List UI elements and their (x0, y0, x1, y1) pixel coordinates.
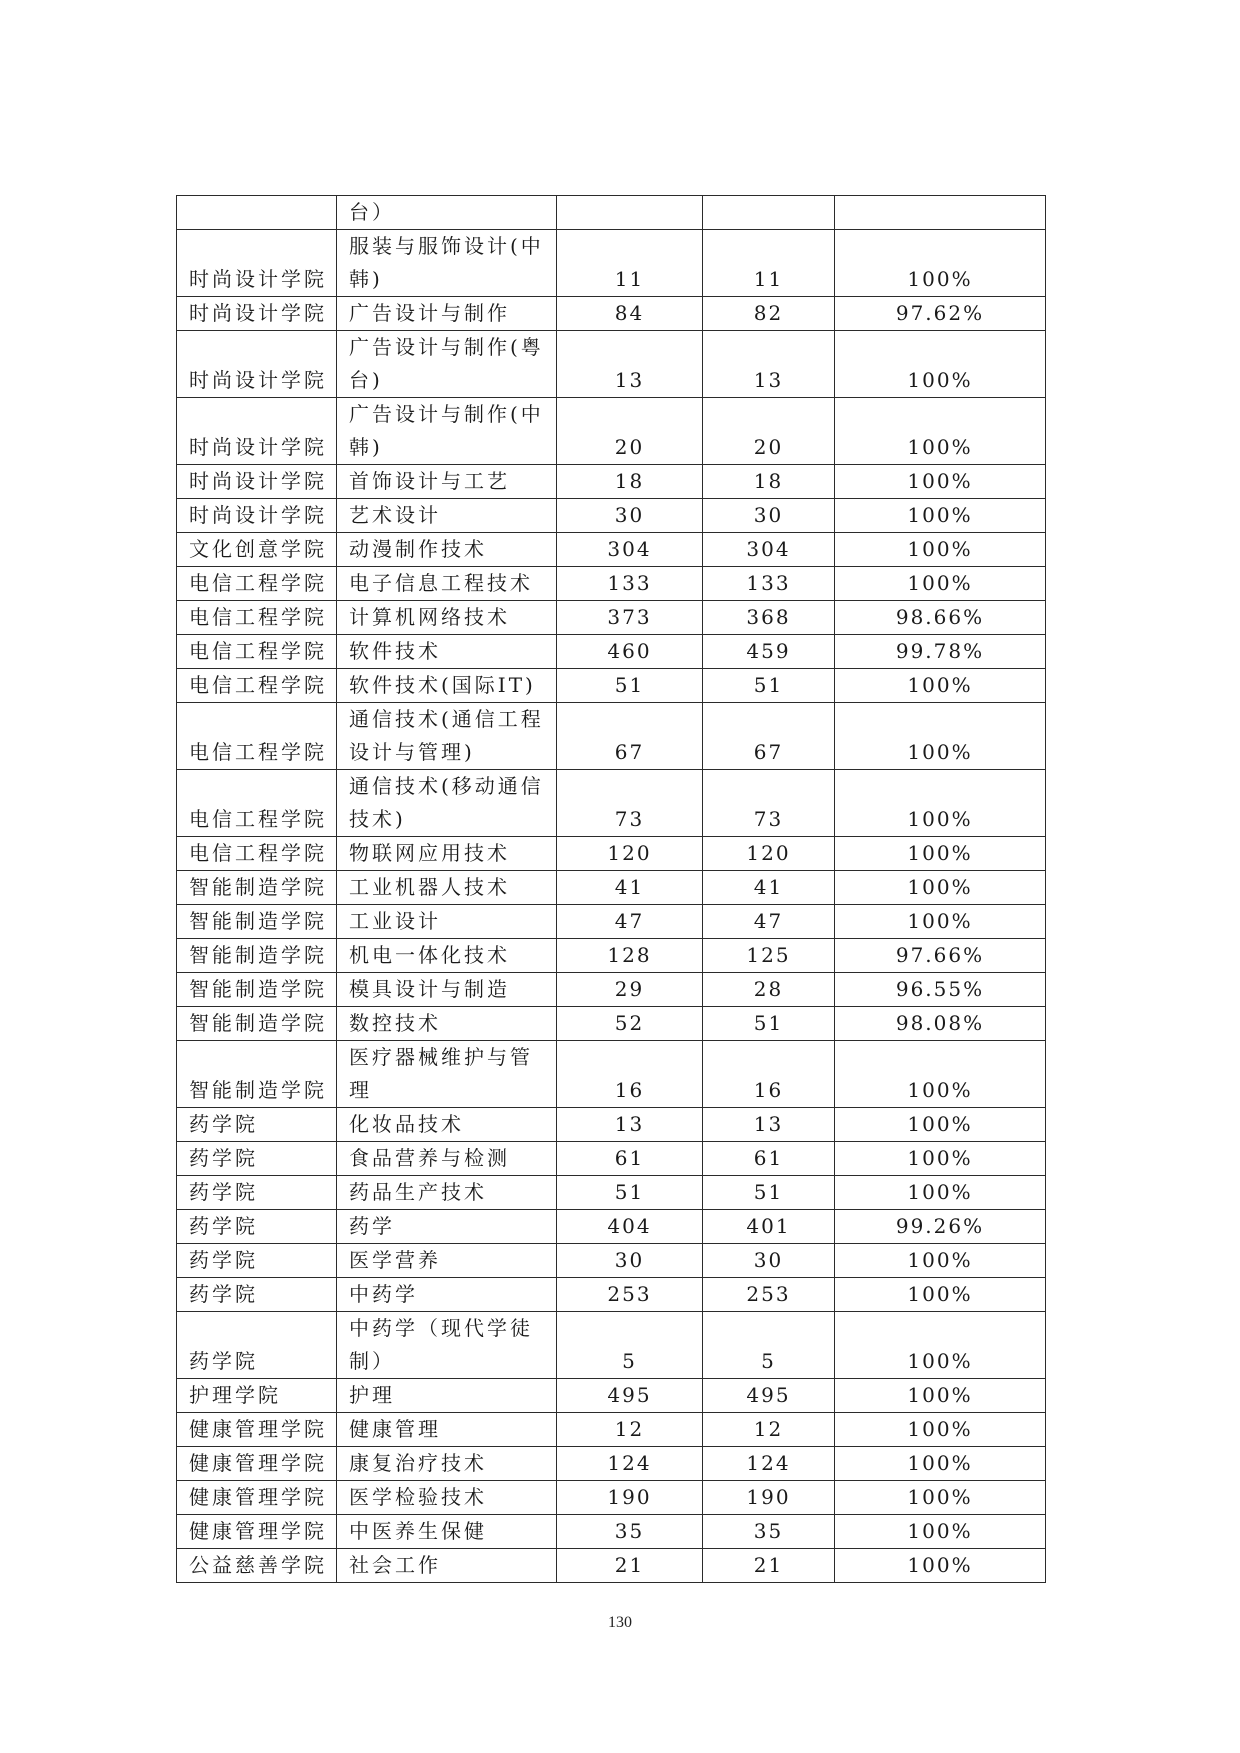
table-row (177, 601, 1046, 635)
total-count-cell (557, 196, 703, 230)
table-row (177, 196, 1046, 230)
table-row (177, 1413, 1046, 1447)
major-cell: 工业机器人技术 (337, 871, 557, 905)
employment-rate-cell: 100% (835, 1379, 1046, 1413)
college-cell: 智能制造学院 (177, 973, 337, 1007)
major-cell: 化妆品技术 (337, 1108, 557, 1142)
employment-rate-cell: 100% (835, 1312, 1046, 1379)
employed-count-cell: 61 (703, 1142, 835, 1176)
total-count-cell: 52 (557, 1007, 703, 1041)
table-row (177, 1210, 1046, 1244)
college-cell: 时尚设计学院 (177, 499, 337, 533)
employment-rate-cell: 100% (835, 1142, 1046, 1176)
college-cell: 时尚设计学院 (177, 398, 337, 465)
major-cell: 康复治疗技术 (337, 1447, 557, 1481)
employment-rate-cell: 100% (835, 1176, 1046, 1210)
employment-rate-cell: 100% (835, 533, 1046, 567)
employed-count-cell: 304 (703, 533, 835, 567)
total-count-cell: 495 (557, 1379, 703, 1413)
table-row (177, 533, 1046, 567)
employment-rate-cell: 100% (835, 837, 1046, 871)
college-cell: 药学院 (177, 1108, 337, 1142)
table-row (177, 1007, 1046, 1041)
employment-rate-cell: 100% (835, 398, 1046, 465)
employed-count-cell: 495 (703, 1379, 835, 1413)
total-count-cell: 21 (557, 1549, 703, 1583)
college-cell: 电信工程学院 (177, 770, 337, 837)
employment-rate-cell: 100% (835, 1447, 1046, 1481)
table-row (177, 1549, 1046, 1583)
employment-rate-cell: 97.66% (835, 939, 1046, 973)
table-row (177, 1278, 1046, 1312)
table-row (177, 1244, 1046, 1278)
college-cell: 药学院 (177, 1142, 337, 1176)
table-row (177, 1142, 1046, 1176)
major-cell: 药学 (337, 1210, 557, 1244)
total-count-cell: 13 (557, 1108, 703, 1142)
table-row (177, 1447, 1046, 1481)
employed-count-cell: 21 (703, 1549, 835, 1583)
college-cell: 电信工程学院 (177, 601, 337, 635)
major-cell: 通信技术(移动通信技术) (337, 770, 557, 837)
college-cell: 健康管理学院 (177, 1413, 337, 1447)
table-row (177, 939, 1046, 973)
total-count-cell: 18 (557, 465, 703, 499)
college-cell (177, 196, 337, 230)
employment-rate-cell: 98.08% (835, 1007, 1046, 1041)
table-row (177, 1515, 1046, 1549)
total-count-cell: 20 (557, 398, 703, 465)
total-count-cell: 128 (557, 939, 703, 973)
employed-count-cell: 12 (703, 1413, 835, 1447)
major-cell: 医学检验技术 (337, 1481, 557, 1515)
employment-rate-cell: 97.62% (835, 297, 1046, 331)
total-count-cell: 12 (557, 1413, 703, 1447)
total-count-cell: 404 (557, 1210, 703, 1244)
employed-count-cell: 13 (703, 1108, 835, 1142)
employment-rate-cell: 100% (835, 871, 1046, 905)
employed-count-cell: 28 (703, 973, 835, 1007)
employed-count-cell: 16 (703, 1041, 835, 1108)
employed-count-cell: 18 (703, 465, 835, 499)
college-cell: 药学院 (177, 1312, 337, 1379)
employed-count-cell: 133 (703, 567, 835, 601)
employment-rate-cell: 100% (835, 1515, 1046, 1549)
major-cell: 广告设计与制作 (337, 297, 557, 331)
employed-count-cell: 30 (703, 1244, 835, 1278)
total-count-cell: 133 (557, 567, 703, 601)
table-row (177, 837, 1046, 871)
college-cell: 智能制造学院 (177, 905, 337, 939)
employment-rate-cell: 100% (835, 905, 1046, 939)
total-count-cell: 51 (557, 669, 703, 703)
employment-rate-cell: 100% (835, 669, 1046, 703)
employed-count-cell: 41 (703, 871, 835, 905)
college-cell: 公益慈善学院 (177, 1549, 337, 1583)
major-cell: 台） (337, 196, 557, 230)
employment-rate-cell: 100% (835, 499, 1046, 533)
major-cell: 软件技术(国际IT) (337, 669, 557, 703)
college-cell: 药学院 (177, 1176, 337, 1210)
employed-count-cell: 73 (703, 770, 835, 837)
table-row (177, 499, 1046, 533)
table-row (177, 973, 1046, 1007)
total-count-cell: 5 (557, 1312, 703, 1379)
major-cell: 首饰设计与工艺 (337, 465, 557, 499)
employment-rate-cell: 100% (835, 230, 1046, 297)
employment-rate-cell: 100% (835, 1413, 1046, 1447)
college-cell: 电信工程学院 (177, 635, 337, 669)
major-cell: 数控技术 (337, 1007, 557, 1041)
college-cell: 电信工程学院 (177, 567, 337, 601)
table-row (177, 1041, 1046, 1108)
employed-count-cell: 401 (703, 1210, 835, 1244)
employment-rate-cell: 100% (835, 1108, 1046, 1142)
total-count-cell: 190 (557, 1481, 703, 1515)
table-row (177, 297, 1046, 331)
college-cell: 电信工程学院 (177, 669, 337, 703)
major-cell: 电子信息工程技术 (337, 567, 557, 601)
major-cell: 软件技术 (337, 635, 557, 669)
major-cell: 广告设计与制作(粤台) (337, 331, 557, 398)
employment-rate-cell: 100% (835, 1278, 1046, 1312)
major-cell: 通信技术(通信工程设计与管理) (337, 703, 557, 770)
total-count-cell: 30 (557, 1244, 703, 1278)
employment-rate-cell: 98.66% (835, 601, 1046, 635)
employed-count-cell: 51 (703, 669, 835, 703)
major-cell: 动漫制作技术 (337, 533, 557, 567)
total-count-cell: 460 (557, 635, 703, 669)
employment-rate-cell: 100% (835, 1481, 1046, 1515)
college-cell: 药学院 (177, 1210, 337, 1244)
total-count-cell: 124 (557, 1447, 703, 1481)
major-cell: 模具设计与制造 (337, 973, 557, 1007)
employed-count-cell: 120 (703, 837, 835, 871)
table-row (177, 1312, 1046, 1379)
major-cell: 中药学 (337, 1278, 557, 1312)
table-row (177, 1379, 1046, 1413)
employed-count-cell: 253 (703, 1278, 835, 1312)
total-count-cell: 304 (557, 533, 703, 567)
employed-count-cell: 47 (703, 905, 835, 939)
major-cell: 食品营养与检测 (337, 1142, 557, 1176)
employment-rate-cell: 100% (835, 567, 1046, 601)
employment-rate-cell: 96.55% (835, 973, 1046, 1007)
major-cell: 社会工作 (337, 1549, 557, 1583)
major-cell: 中医养生保健 (337, 1515, 557, 1549)
major-cell: 服装与服饰设计(中韩) (337, 230, 557, 297)
college-cell: 药学院 (177, 1278, 337, 1312)
college-cell: 健康管理学院 (177, 1447, 337, 1481)
table-row (177, 635, 1046, 669)
major-cell: 机电一体化技术 (337, 939, 557, 973)
employment-rate-cell: 100% (835, 1244, 1046, 1278)
table-row (177, 703, 1046, 770)
college-cell: 智能制造学院 (177, 871, 337, 905)
table-row (177, 1176, 1046, 1210)
table-row (177, 465, 1046, 499)
table-row (177, 871, 1046, 905)
employed-count-cell: 67 (703, 703, 835, 770)
employed-count-cell: 13 (703, 331, 835, 398)
total-count-cell: 67 (557, 703, 703, 770)
college-cell: 智能制造学院 (177, 1007, 337, 1041)
employed-count-cell: 368 (703, 601, 835, 635)
college-cell: 护理学院 (177, 1379, 337, 1413)
college-cell: 时尚设计学院 (177, 230, 337, 297)
major-cell: 药品生产技术 (337, 1176, 557, 1210)
employment-rate-cell: 100% (835, 465, 1046, 499)
major-cell: 艺术设计 (337, 499, 557, 533)
total-count-cell: 47 (557, 905, 703, 939)
page-number: 130 (608, 1614, 632, 1631)
major-cell: 计算机网络技术 (337, 601, 557, 635)
college-cell: 文化创意学院 (177, 533, 337, 567)
employment-rate-cell: 99.78% (835, 635, 1046, 669)
employment-rate-cell: 100% (835, 770, 1046, 837)
total-count-cell: 29 (557, 973, 703, 1007)
total-count-cell: 253 (557, 1278, 703, 1312)
college-cell: 智能制造学院 (177, 939, 337, 973)
total-count-cell: 16 (557, 1041, 703, 1108)
employed-count-cell: 459 (703, 635, 835, 669)
employment-rate-cell: 100% (835, 1549, 1046, 1583)
employed-count-cell: 51 (703, 1007, 835, 1041)
employment-rate-cell (835, 196, 1046, 230)
total-count-cell: 11 (557, 230, 703, 297)
table-row (177, 398, 1046, 465)
employed-count-cell: 35 (703, 1515, 835, 1549)
employed-count-cell: 5 (703, 1312, 835, 1379)
total-count-cell: 41 (557, 871, 703, 905)
table-row (177, 669, 1046, 703)
total-count-cell: 51 (557, 1176, 703, 1210)
major-cell: 物联网应用技术 (337, 837, 557, 871)
employment-rate-cell: 100% (835, 1041, 1046, 1108)
college-cell: 时尚设计学院 (177, 465, 337, 499)
major-cell: 工业设计 (337, 905, 557, 939)
employed-count-cell: 82 (703, 297, 835, 331)
employed-count-cell: 11 (703, 230, 835, 297)
major-cell: 中药学（现代学徒制） (337, 1312, 557, 1379)
employed-count-cell: 125 (703, 939, 835, 973)
college-cell: 电信工程学院 (177, 837, 337, 871)
total-count-cell: 30 (557, 499, 703, 533)
major-cell: 护理 (337, 1379, 557, 1413)
college-cell: 健康管理学院 (177, 1481, 337, 1515)
employed-count-cell: 20 (703, 398, 835, 465)
total-count-cell: 84 (557, 297, 703, 331)
employed-count-cell: 51 (703, 1176, 835, 1210)
total-count-cell: 373 (557, 601, 703, 635)
college-cell: 健康管理学院 (177, 1515, 337, 1549)
major-cell: 医学营养 (337, 1244, 557, 1278)
total-count-cell: 120 (557, 837, 703, 871)
table-row (177, 1108, 1046, 1142)
total-count-cell: 35 (557, 1515, 703, 1549)
major-cell: 医疗器械维护与管理 (337, 1041, 557, 1108)
table-row (177, 905, 1046, 939)
total-count-cell: 13 (557, 331, 703, 398)
college-cell: 时尚设计学院 (177, 331, 337, 398)
employment-rate-cell: 100% (835, 703, 1046, 770)
employed-count-cell: 190 (703, 1481, 835, 1515)
table-row (177, 1481, 1046, 1515)
table-row (177, 770, 1046, 837)
college-cell: 电信工程学院 (177, 703, 337, 770)
employment-rate-cell: 99.26% (835, 1210, 1046, 1244)
major-cell: 广告设计与制作(中韩) (337, 398, 557, 465)
table-row (177, 331, 1046, 398)
employment-table (176, 195, 1046, 1583)
table-row (177, 230, 1046, 297)
employment-rate-cell: 100% (835, 331, 1046, 398)
college-cell: 时尚设计学院 (177, 297, 337, 331)
college-cell: 药学院 (177, 1244, 337, 1278)
table-body (177, 196, 1046, 1583)
major-cell: 健康管理 (337, 1413, 557, 1447)
college-cell: 智能制造学院 (177, 1041, 337, 1108)
table-row (177, 567, 1046, 601)
total-count-cell: 73 (557, 770, 703, 837)
employed-count-cell (703, 196, 835, 230)
total-count-cell: 61 (557, 1142, 703, 1176)
employed-count-cell: 30 (703, 499, 835, 533)
employed-count-cell: 124 (703, 1447, 835, 1481)
